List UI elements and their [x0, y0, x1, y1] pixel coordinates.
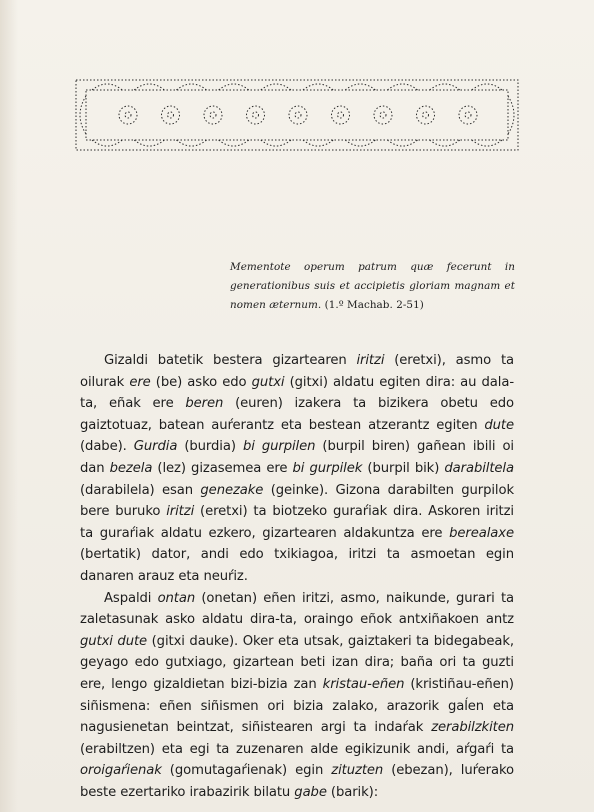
- italic-term: genezake: [200, 482, 264, 498]
- italic-term: bi gurpilen: [242, 439, 316, 455]
- text-run: (lez) gizasemea ere: [152, 460, 293, 476]
- paragraph: [80, 588, 514, 804]
- italic-term: ontan: [157, 590, 196, 606]
- text-run: (erabiltzen) eta egi ta zuzenaren alde egikizunik andi, aŕgaŕi ta: [80, 741, 514, 757]
- rosette-ornament: [459, 106, 477, 124]
- italic-term: zerabilzkiten: [431, 720, 514, 736]
- latin-epigraph: [230, 258, 515, 315]
- decorative-border-ornament: [72, 74, 522, 156]
- text-run: (geinke). Gizona darabilten gurpilok bere buruko: [80, 482, 515, 520]
- text-run: Gizaldi batetik bestera gizartearen: [104, 353, 357, 368]
- text-run: (burpil bik): [362, 460, 445, 476]
- italic-term: beren: [185, 396, 224, 412]
- italic-term: gabe: [294, 784, 327, 800]
- italic-term: kristau-eñen: [322, 676, 405, 692]
- italic-term: gutxi: [251, 374, 285, 390]
- text-run: (dabe).: [80, 439, 134, 455]
- text-run: Aspaldi: [104, 590, 158, 606]
- italic-term: iritzi: [166, 504, 195, 520]
- rosette-ornament: [119, 106, 137, 124]
- main-text: [80, 350, 514, 803]
- italic-term: Gurdia: [133, 439, 178, 455]
- rosette-center: [380, 112, 386, 118]
- rosette-ornament: [332, 106, 350, 124]
- paragraph: [80, 350, 514, 588]
- rosette-ornament: [162, 106, 180, 124]
- rosette-ornament: [374, 106, 392, 124]
- italic-term: zituzten: [331, 763, 384, 779]
- text-run: (burpil biren) gañean ibili oi dan: [80, 439, 514, 476]
- italic-term: gutxi dute: [80, 633, 148, 649]
- text-run: (darabilela) esan: [80, 482, 201, 498]
- epigraph-quote: Mementote operum patrum quæ fecerunt in generationibus suis et accipietis gloriam magnam et nomen æternum.: [230, 261, 515, 311]
- rosette-center: [168, 112, 174, 118]
- text-run: (gomutagaŕienak) egin: [161, 763, 332, 779]
- text-run: (be) asko edo: [150, 374, 252, 390]
- italic-term: bi gurpilek: [292, 460, 363, 476]
- rosette-center: [338, 112, 344, 118]
- rosette-ornament: [247, 106, 265, 124]
- italic-term: dute: [484, 417, 514, 433]
- rosette-ornament: [289, 106, 307, 124]
- ornament-strokes: [76, 80, 518, 150]
- rosette-ornament: [204, 106, 222, 124]
- rosette-center: [295, 112, 301, 118]
- text-run: (euren) izakera ta bizikera obetu edo gaiztotuaz, batean auŕerantz eta bestean atzerantz egiten: [80, 396, 514, 433]
- italic-term: berealaxe: [449, 525, 514, 541]
- epigraph-reference: (1.º Machab. 2-51): [324, 299, 424, 311]
- italic-term: oroigaŕienak: [80, 763, 162, 779]
- rosette-center: [125, 112, 131, 118]
- text-run: (eretxi), asmo ta oilurak: [80, 353, 514, 390]
- rosette-center: [253, 112, 259, 118]
- rosette-center: [210, 112, 216, 118]
- rosette-center: [423, 112, 429, 118]
- text-run: (ebezan), luŕerako beste ezertariko irabazirik bilatu: [80, 763, 514, 800]
- text-run: (onetan) eñen iritzi, asmo, naikunde, gurari ta zaletasunak asko aldatu dira-ta, oraingo eñok antxiñakoen antz: [80, 590, 515, 628]
- text-run: (eretxi) ta biotzeko guraŕiak dira. Askoren iritzi ta guraŕiak aldatu ezkero, gizartearen aldakuntza ere: [80, 504, 514, 541]
- text-run: (bertatik) dator, andi edo txikiagoa, iritzi ta asmoetan egin danaren arauz eta neuŕiz.: [80, 547, 514, 584]
- text-run: (gitxi) aldatu egiten dira: au dala-ta, eñak ere: [80, 374, 514, 412]
- text-run: (gitxi dauke). Oker eta utsak, gaiztakeri ta bidegabeak, geyago edo gutxiago, gizartean beti izan dira; baña ori ta guzti ere, lengo gizaldietan bizi-bizia zan: [80, 633, 514, 692]
- rosette-ornament: [417, 106, 435, 124]
- italic-term: bezela: [109, 460, 153, 476]
- text-run: (barik):: [326, 784, 379, 800]
- italic-term: ere: [129, 374, 151, 390]
- rosette-center: [465, 112, 471, 118]
- italic-term: iritzi: [356, 353, 385, 368]
- text-run: (kristiñau-eñen) siñismena: eñen siñismen ori bizia zalako, arazorik gaĺen eta nagusienetan beintzat, siñistearen argi ta indaŕak: [80, 676, 514, 736]
- text-run: (burdia): [177, 439, 243, 455]
- italic-term: darabiltela: [444, 460, 514, 476]
